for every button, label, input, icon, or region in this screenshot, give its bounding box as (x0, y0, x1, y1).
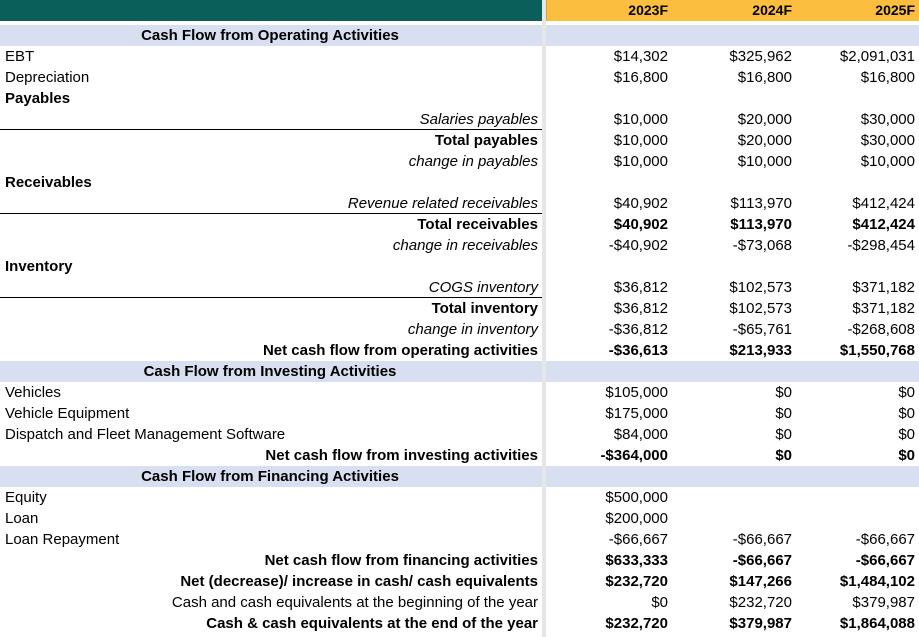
value-2023[interactable]: $0 (651, 594, 668, 611)
value-2025[interactable]: $30,000 (860, 111, 915, 128)
section-cell[interactable] (546, 25, 672, 46)
row-vehicle-equipment (0, 403, 919, 424)
value-2024[interactable]: $102,573 (729, 279, 792, 296)
row-total-receivables (0, 214, 919, 235)
header-corner-cell[interactable] (0, 0, 542, 21)
row-net-financing (0, 550, 919, 571)
value-2025[interactable]: $0 (898, 405, 915, 422)
row-label[interactable]: EBT (5, 48, 35, 65)
value-2025[interactable]: $1,484,102 (839, 573, 915, 590)
value-2024[interactable]: $0 (775, 405, 792, 422)
value-2025[interactable]: $1,864,088 (839, 615, 915, 632)
value-2025[interactable]: $412,424 (852, 195, 915, 212)
row-receivables-heading (0, 172, 919, 193)
row-revenue-receivables (0, 193, 919, 214)
header-year-2024[interactable]: 2024F (672, 0, 796, 21)
value-2025[interactable]: $1,550,768 (839, 342, 915, 359)
value-2024[interactable]: $20,000 (737, 132, 792, 149)
value-2023[interactable]: $84,000 (613, 426, 668, 443)
row-net-operating (0, 340, 919, 361)
value-2024[interactable]: $0 (775, 384, 792, 401)
value-2024[interactable]: $113,970 (730, 216, 792, 233)
section-cell[interactable] (672, 25, 796, 46)
value-2023[interactable]: $633,333 (605, 552, 668, 569)
value-2023[interactable]: $40,902 (613, 195, 668, 212)
row-label[interactable]: Total inventory (431, 300, 538, 317)
header-row (0, 0, 919, 21)
value-2025[interactable] (796, 487, 919, 508)
row-heading[interactable]: Receivables (5, 174, 92, 191)
value-2025[interactable]: -$66,667 (855, 552, 915, 569)
value-2024[interactable]: $0 (775, 426, 792, 443)
section-financing-cell[interactable] (0, 466, 542, 487)
row-heading[interactable]: Payables (5, 90, 71, 107)
section-cell[interactable] (672, 466, 796, 487)
section-title: Cash Flow from Investing Activities (143, 363, 397, 380)
value-2025[interactable]: $0 (898, 447, 915, 464)
row-label[interactable]: Net cash flow from operating activities (262, 342, 538, 359)
row-total-payables (0, 130, 919, 151)
header-year-2023[interactable]: 2023F (546, 0, 672, 21)
row-label[interactable]: Net (decrease)/ increase in cash/ cash equivalents (180, 573, 538, 590)
row-label[interactable]: Cash & cash equivalents at the end of the year (206, 615, 538, 632)
value-2023[interactable]: -$36,613 (608, 342, 668, 359)
section-title: Cash Flow from Financing Activities (141, 468, 399, 485)
value-2024[interactable]: $325,962 (729, 48, 792, 65)
value-2023[interactable]: -$364,000 (600, 447, 668, 464)
row-cogs-inventory (0, 277, 919, 298)
row-label[interactable]: Depreciation (5, 69, 90, 86)
value-2024[interactable] (672, 508, 796, 529)
value-2023[interactable]: $175,000 (605, 405, 668, 422)
row-loan-repayment (0, 529, 919, 550)
section-cell[interactable] (546, 466, 672, 487)
row-label[interactable]: Loan (5, 510, 39, 527)
row-cash-end (0, 613, 919, 634)
value-2023[interactable]: $10,000 (613, 111, 668, 128)
value-2025[interactable]: $371,182 (852, 300, 915, 317)
value-2023[interactable]: $105,000 (605, 384, 668, 401)
value-2024[interactable]: $113,970 (730, 195, 792, 212)
row-payables-heading (0, 88, 919, 109)
value-2025[interactable]: -$66,667 (855, 531, 915, 548)
value-2025[interactable]: $10,000 (860, 153, 915, 170)
row-label[interactable]: change in receivables (392, 237, 538, 254)
value-2023[interactable]: -$40,902 (608, 237, 668, 254)
row-salaries-payables (0, 109, 919, 130)
value-2023[interactable]: $16,800 (613, 69, 668, 86)
section-investing-cell[interactable] (0, 361, 542, 382)
row-total-inventory (0, 298, 919, 319)
row-label[interactable]: Salaries payables (419, 111, 538, 128)
section-title: Cash Flow from Operating Activities (141, 27, 399, 44)
row-change-receivables (0, 235, 919, 256)
row-cash-beginning (0, 592, 919, 613)
row-label[interactable]: Net cash flow from financing activities (264, 552, 538, 569)
row-label[interactable]: Vehicle Equipment (5, 405, 130, 422)
row-label[interactable]: COGS inventory (428, 279, 538, 296)
section-cell[interactable] (672, 361, 796, 382)
section-cell[interactable] (796, 25, 919, 46)
value-2025[interactable]: $16,800 (860, 69, 915, 86)
section-operating-cell[interactable] (0, 25, 542, 46)
value-2025[interactable]: $0 (898, 426, 915, 443)
value-2023[interactable]: $36,812 (613, 279, 668, 296)
row-net-investing (0, 445, 919, 466)
value-2024[interactable]: $147,266 (729, 573, 792, 590)
row-dispatch-software (0, 424, 919, 445)
value-2025[interactable]: $30,000 (860, 132, 915, 149)
value-2025[interactable]: $412,424 (852, 216, 915, 233)
value-2024[interactable]: $0 (775, 447, 792, 464)
row-vehicles (0, 382, 919, 403)
value-2025[interactable]: -$268,608 (847, 321, 915, 338)
row-label[interactable]: Net cash flow from investing activities (265, 447, 538, 464)
value-2023[interactable]: $200,000 (605, 510, 668, 527)
value-2024[interactable] (672, 487, 796, 508)
section-cell[interactable] (796, 466, 919, 487)
value-2024[interactable]: $10,000 (737, 153, 792, 170)
value-2023[interactable]: -$36,812 (608, 321, 668, 338)
row-label[interactable]: change in payables (408, 153, 538, 170)
row-change-inventory (0, 319, 919, 340)
row-label[interactable]: Cash and cash equivalents at the beginning of the year (171, 594, 538, 611)
row-net-change-cash (0, 571, 919, 592)
section-investing (0, 361, 919, 382)
value-2025[interactable] (796, 508, 919, 529)
row-label[interactable]: Total receivables (417, 216, 538, 233)
row-label[interactable]: Loan Repayment (5, 531, 120, 548)
value-2023[interactable]: $14,302 (613, 48, 668, 65)
value-2024[interactable]: $379,987 (729, 615, 792, 632)
section-operating (0, 25, 919, 46)
row-label[interactable]: Dispatch and Fleet Management Software (5, 426, 286, 443)
row-label[interactable]: change in inventory (407, 321, 538, 338)
value-2025[interactable]: $2,091,031 (839, 48, 915, 65)
value-2024[interactable]: $20,000 (737, 111, 792, 128)
value-2023[interactable]: $232,720 (605, 615, 668, 632)
value-2025[interactable]: $0 (898, 384, 915, 401)
row-label[interactable]: Revenue related receivables (347, 195, 538, 212)
value-2024[interactable]: -$66,667 (732, 552, 792, 569)
value-2024[interactable]: $232,720 (729, 594, 792, 611)
row-equity (0, 487, 919, 508)
row-depreciation (0, 67, 919, 88)
value-2023[interactable]: -$66,667 (608, 531, 668, 548)
value-2024[interactable]: -$66,667 (732, 531, 792, 548)
value-2023[interactable]: $40,902 (613, 216, 668, 233)
value-2024[interactable]: $213,933 (729, 342, 792, 359)
row-label[interactable]: Total payables (434, 132, 538, 149)
section-financing (0, 466, 919, 487)
row-label[interactable]: Vehicles (5, 384, 61, 401)
value-2025[interactable]: -$298,454 (847, 237, 915, 254)
value-2023[interactable]: $500,000 (605, 489, 668, 506)
value-2024[interactable]: -$65,761 (732, 321, 792, 338)
value-2024[interactable]: $16,800 (737, 69, 792, 86)
row-inventory-heading (0, 256, 919, 277)
section-cell[interactable] (796, 361, 919, 382)
value-2023[interactable]: $10,000 (613, 153, 668, 170)
row-ebt (0, 46, 919, 67)
value-2023[interactable]: $10,000 (613, 132, 668, 149)
value-2025[interactable]: $379,987 (852, 594, 915, 611)
value-2023[interactable]: $232,720 (605, 573, 668, 590)
value-2024[interactable]: -$73,068 (732, 237, 792, 254)
value-2025[interactable]: $371,182 (852, 279, 915, 296)
row-change-payables (0, 151, 919, 172)
row-loan (0, 508, 919, 529)
header-year-2025[interactable]: 2025F (796, 0, 919, 21)
row-heading[interactable]: Inventory (5, 258, 73, 275)
value-2024[interactable]: $102,573 (729, 300, 792, 317)
value-2023[interactable]: $36,812 (613, 300, 668, 317)
section-cell[interactable] (546, 361, 672, 382)
row-label[interactable]: Equity (5, 489, 47, 506)
